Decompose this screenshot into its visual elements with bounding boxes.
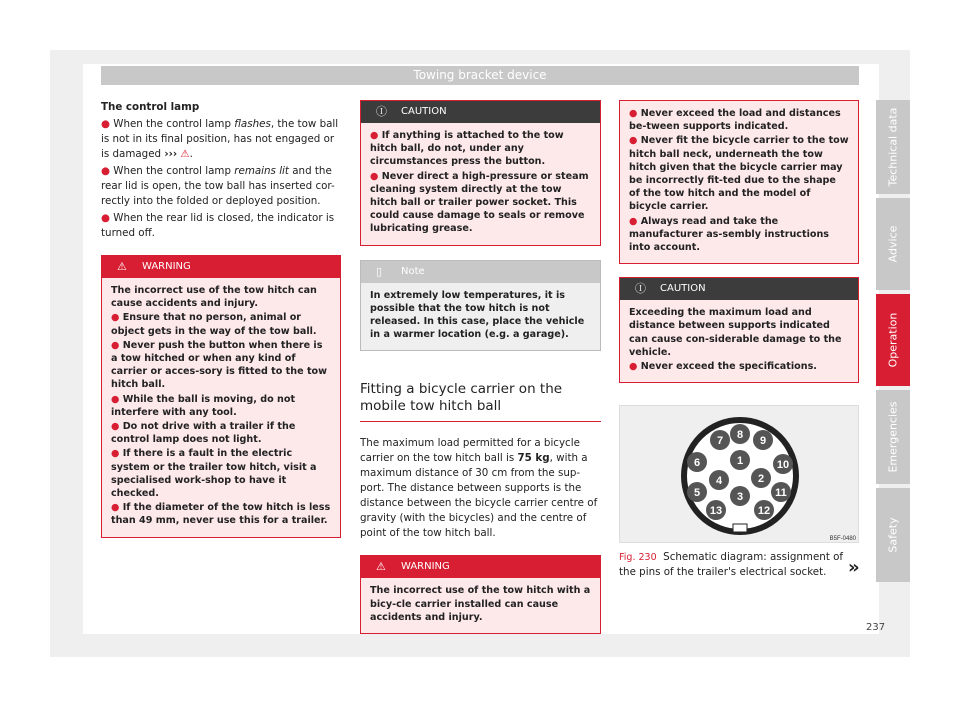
caution-text: Exceeding the maximum load and distance between supports indicated can cause con-siderable damage to the vehicle. — [629, 307, 842, 358]
pin-label: 3 — [736, 491, 744, 503]
column-1 — [101, 100, 341, 538]
socket-diagram — [619, 405, 859, 543]
list-item: ● Always read and take the manufacturer as-sembly instructions into account. — [629, 215, 829, 254]
pin-label: 10 — [776, 459, 790, 471]
list-item: ● When the rear lid is closed, the indicator is turned off. — [101, 212, 335, 239]
note-text: In extremely low temperatures, it is possible that the tow hitch is not released. In this case, place the vehicle in a warmer location (e.g. a garage). — [370, 289, 585, 341]
pin-label: 4 — [715, 475, 723, 487]
warning-box — [360, 555, 601, 634]
warning-triangle-icon: ⚠ — [180, 148, 190, 160]
column-2 — [360, 100, 601, 634]
pin-label: 2 — [757, 473, 765, 485]
list-item: ● If there is a fault in the electric system or the trailer tow hitch, visit a specialised work-shop to have it checked. — [111, 448, 317, 500]
pin-label: 6 — [693, 457, 701, 469]
caution-box — [619, 277, 859, 383]
list-item: ● When the control lamp flashes, the tow ball is not in its final position, has not engaged or is damaged ››› ⚠. — [101, 118, 339, 160]
pin-label: 12 — [757, 505, 771, 517]
figure-caption — [619, 550, 844, 579]
list-item: ● Never push the button when there is a tow hitched or when any kind of carrier or acces-sory is fitted to the tow hitch ball. — [111, 339, 327, 391]
warning-triangle-icon: ⚠ — [376, 560, 386, 574]
list-item: ● Do not drive with a trailer if the control lamp does not light. — [111, 421, 296, 446]
warning-text: The incorrect use of the tow hitch with a bicy-cle carrier installed can cause accidents and injury. — [370, 585, 591, 623]
pin-label: 13 — [709, 505, 723, 517]
info-circle-icon: Ⓘ — [376, 105, 387, 118]
section-title: Fitting a bicycle carrier on the mobile tow hitch ball — [360, 381, 601, 422]
page-number: 237 — [866, 622, 886, 633]
tab-advice[interactable]: Advice — [876, 198, 910, 290]
pin-label: 7 — [716, 435, 724, 447]
list-item: ● Never exceed the load and distances be-tween supports indicated. — [629, 108, 841, 133]
warning-header: ⚠ WARNING — [102, 256, 340, 278]
list-item: ● Never fit the bicycle carrier to the tow hitch ball neck, underneath the tow hitch given that the bicycle carrier may be incorrectly fit-ted due to the shape of the tow hitch and the model of bicycle carrier. — [629, 135, 849, 213]
tab-technical-data[interactable]: Technical data — [876, 100, 910, 194]
pin-label: 11 — [775, 487, 787, 499]
list-item: ● Never direct a high-pressure or steam cleaning system directly at the tow hitch ball or trailer power socket. This could cause damage to seals or remove lubricating grease. — [370, 170, 589, 235]
info-circle-icon: Ⓘ — [635, 282, 646, 296]
list-item: ● When the control lamp remains lit and the rear lid is open, the tow ball has inserted cor-rectly into the folded or deployed position. — [101, 165, 335, 207]
paragraph: The maximum load permitted for a bicycle carrier on the tow hitch ball is 75 kg, with a maximum distance of 30 cm from the sup-port. The distance between supports is the distance between the bicycle carrier centre of gravity (with the bicycles) and the centre of point of the tow hitch ball. — [360, 437, 598, 540]
warning-continued-box — [619, 100, 859, 264]
note-icon: ▯ — [376, 264, 383, 278]
list-item: ● If anything is attached to the tow hitch ball, do not, under any circumstances press the button. — [370, 130, 564, 168]
warning-triangle-icon: ⚠ — [117, 260, 127, 273]
list-item: ● Ensure that no person, animal or object gets in the way of the tow ball. — [111, 312, 317, 337]
pin-label: 1 — [736, 455, 744, 467]
tab-safety[interactable]: Safety — [876, 488, 910, 582]
warning-intro: The incorrect use of the tow hitch can cause accidents and injury. — [111, 285, 317, 310]
section-heading: The control lamp — [101, 101, 200, 113]
caution-header: Ⓘ CAUTION — [361, 101, 600, 123]
socket-svg — [620, 406, 860, 544]
note-box — [360, 260, 601, 352]
note-header: ▯ Note — [361, 261, 600, 283]
figure-number: Fig. 230 — [619, 552, 657, 563]
page-header: Towing bracket device — [101, 66, 859, 85]
tab-emergencies[interactable]: Emergencies — [876, 390, 910, 484]
tab-operation[interactable]: Operation — [876, 294, 910, 386]
list-item: ● If the diameter of the tow hitch is less than 49 mm, never use this for a trailer. — [111, 502, 331, 527]
pin-label: 9 — [759, 435, 767, 447]
column-3 — [619, 100, 859, 437]
list-item: ● While the ball is moving, do not interfere with any tool. — [111, 393, 296, 418]
caption-text: Schematic diagram: assignment of the pins of the trailer's electrical socket. — [619, 551, 844, 578]
figure-code: B5F-0480 — [829, 536, 856, 542]
continue-arrow: » — [848, 557, 860, 578]
warning-header: ⚠ WARNING — [361, 556, 600, 578]
pin-label: 5 — [693, 487, 701, 499]
list-item: ● Never exceed the specifications. — [629, 361, 817, 373]
pin-label: 8 — [736, 429, 744, 441]
caution-box — [360, 100, 601, 246]
warning-box — [101, 255, 341, 538]
caution-header: Ⓘ CAUTION — [620, 278, 858, 300]
